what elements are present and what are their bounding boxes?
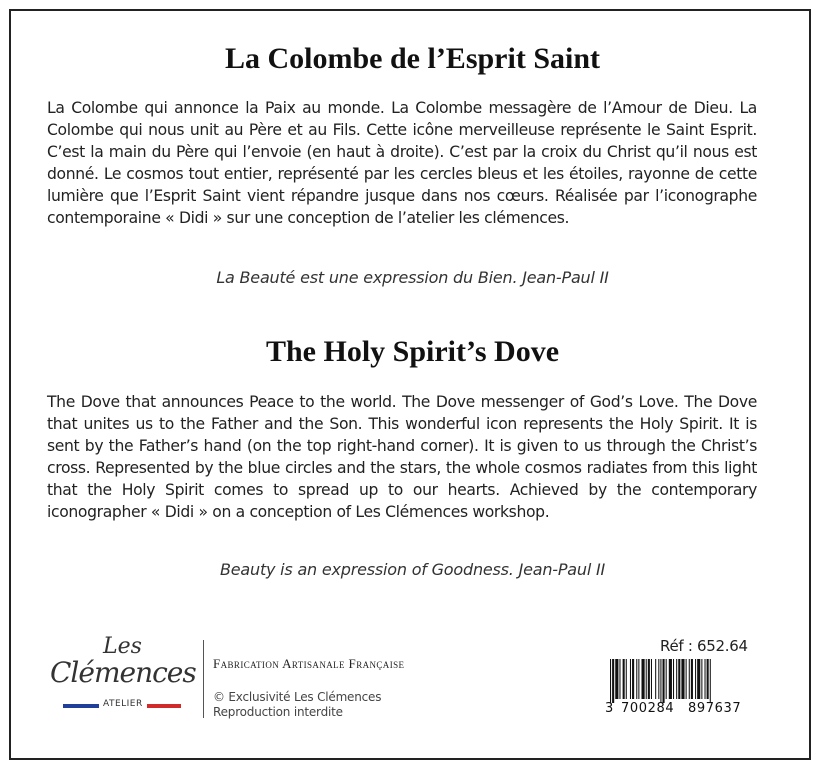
barcode-bar [638,659,639,699]
footer-divider [203,640,204,718]
french-quote: La Beauté est une expression du Bien. Jean-Paul II [216,268,609,287]
logo-atelier-text: ATELIER [99,699,147,709]
barcode-bar [669,659,672,699]
barcode-bar [686,659,687,699]
fabrication-label: Fabrication Artisanale Française [213,656,405,671]
barcode-bar [646,659,647,699]
barcode-bar [642,659,645,699]
logo-les-text: Les [103,634,142,659]
barcode-group-left: 700284 [621,701,675,716]
barcode-bar [678,659,680,699]
barcode-bar [619,659,620,699]
barcode-bar [681,659,684,699]
reproduction-notice: Reproduction interdite [213,705,343,719]
les-clemences-logo [48,634,198,714]
english-title: The Holy Spirit’s Dove [265,335,560,368]
french-description: La Colombe qui annonce la Paix au monde. La Colombe messagère de l’Amour de Dieu. La Colombe qui nous unit au Père et au Fils. Cette icône merveilleuse représente le Saint Esprit. C’est la main du Père qui l’envoie (en haut à droite). C’est par la croix du Christ qu’il nous est donné. Le cosmos tout entier, représenté par les cercles bleus et les étoiles, rayonne de cette lumière que l’Esprit Saint vient répandre jusque dans nos cœurs. Réalisée par l’iconographe contemporaine « Didi » sur une conception de l’atelier les clémences. [47,99,757,227]
barcode-bar [666,659,667,699]
barcode-first-digit: 3 [605,701,614,716]
barcode-bar [648,659,650,699]
barcode-group-right: 897637 [688,701,742,716]
barcode-bar [705,659,706,699]
english-description: The Dove that announces Peace to the world. The Dove messenger of God’s Love. The Dove that unites us to the Father and the Son. This wonderful icon represents the Holy Spirit. It is sent by the Father’s hand (on the top right-hand corner). It is given to us through the Christ’s cross. Represented by the blue circles and the stars, the whole cosmos radiates from this light that the Holy Spirit comes to spread up to our hearts. Achieved by the contemporary iconographer « Didi » on a conception of Les Clémences workshop. [47,393,757,521]
barcode-bar [651,659,652,699]
barcode-bar [658,659,659,699]
barcode-bar [697,659,700,699]
logo-clemences-text: Clémences [50,656,196,689]
barcode-bar [630,659,631,699]
barcode-bar [623,659,625,699]
french-title: La Colombe de l’Esprit Saint [224,42,601,75]
barcode-bar [612,659,614,703]
barcode-bar [691,659,693,699]
barcode-bar [610,659,611,703]
barcode-bar [710,659,711,703]
barcode-bar [615,659,618,699]
barcode-bar [626,659,627,699]
barcode-bar [695,659,696,699]
barcode-bar [632,659,634,699]
barcode-bar [701,659,702,699]
barcode-bar [689,659,690,699]
barcode-bar [660,659,661,703]
barcode-bar [707,659,709,699]
reference-number: Réf : 652.64 [660,637,748,655]
barcode [608,659,768,703]
barcode-bar [673,659,674,699]
english-quote: Beauty is an expression of Goodness. Jean-Paul II [219,560,606,579]
barcode-bar [676,659,677,699]
barcode-bar [636,659,637,699]
exclusivity-notice: © Exclusivité Les Clémences [213,690,382,704]
barcode-bar [655,659,656,699]
barcode-bar [663,659,665,703]
